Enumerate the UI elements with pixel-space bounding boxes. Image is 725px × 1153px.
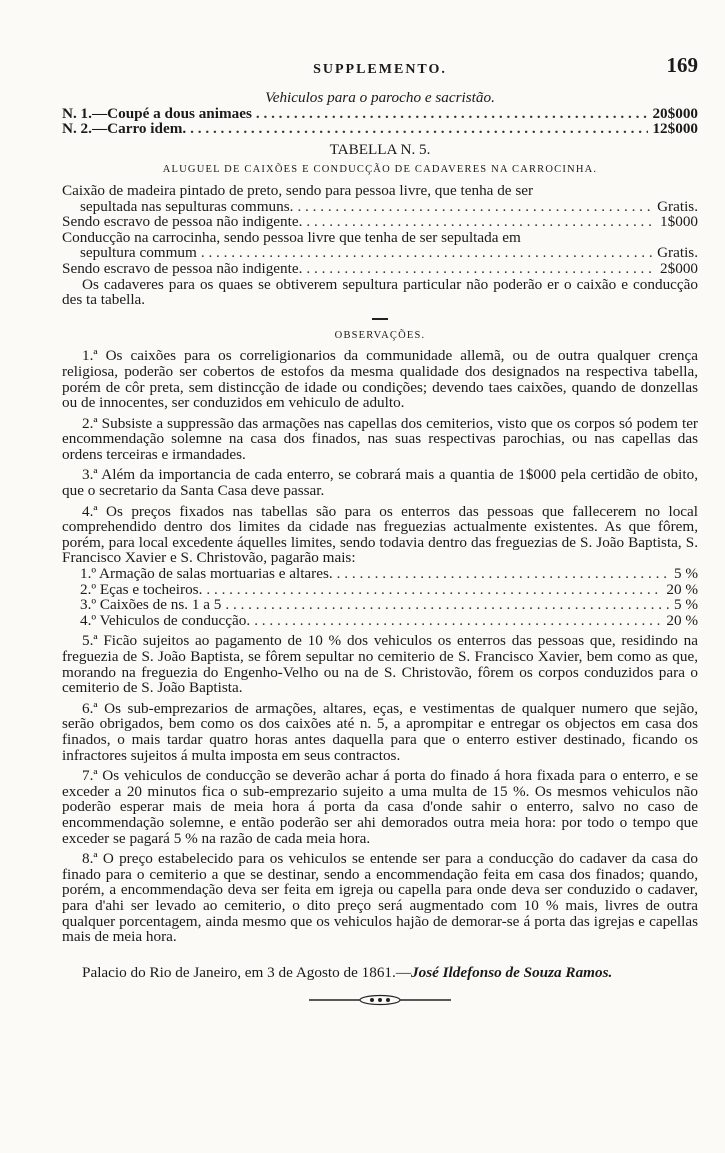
tabella-subtitle: ALUGUEL DE CAIXÕES E CONDUCÇÃO DE CADAVERES NA CARROCINHA.: [162, 164, 598, 176]
tabella-row-1: Caixão de madeira pintado de preto, sendo para pessoa livre, que tenha de ser sepultada nas sepulturas communs. . . . Gratis.: [62, 183, 698, 214]
tabella-note: Os cadaveres para os quaes se obtiverem sepultura particular não poderão er o caixão e conducção des ta tabella.: [62, 275, 698, 309]
page-number: 169: [666, 53, 698, 77]
page-header: [62, 53, 698, 82]
observation-5: 5.ª Ficão sujeitos ao pagamento de 10 % dos vehiculos os enterros das pessoas que, residindo na freguezia de S. João Baptista, se fôrem sepultar no cemiterio de S. Francisco Xavier, bem como as que, morando na freguezia do Engenho-Velho ou na de S. Christovão, fôrem os corpos conduzidos para o cemiterio de S. João Baptista.: [62, 632, 698, 697]
vehicle-row-1: N. 1.—Coupé a dous animaes . . . 20$000: [62, 106, 698, 122]
observation-4: 4.ª Os preços fixados nas tabellas são para os enterros das pessoas que fallecerem no local comprehendido dentro dos limites da cidade nas freguezias actualmente existentes. As que fôrem, porém, para local excedente áquelles limites, sendo todavia dentro das freguezias de S. João Baptista, S. Francisco Xavier e S. Christovão, pagarão mais:: [62, 502, 698, 567]
observation-4-item-2: 2.º Eças e tocheiros. . . . 20 %: [62, 582, 698, 598]
signature-author: José Ildefonso de Souza Ramos.: [411, 963, 613, 981]
signature-place-date: Palacio do Rio de Janeiro, em 3 de Agosto de 1861.—: [82, 963, 412, 981]
page: [62, 53, 698, 1006]
vehicle-row-2: N. 2.—Carro idem. . . . 12$000: [62, 121, 698, 137]
vehicles-heading: Vehiculos para o parocho e sacristão.: [265, 89, 495, 106]
tabella-row-2: Sendo escravo de pessoa não indigente. . . . 1$000: [62, 214, 698, 230]
observation-8: 8.ª O preço estabelecido para os vehiculos se entende ser para a conducção do cadaver da casa do finado para o cemiterio a que se destinar, sendo a encommendação feita em casa dos finados; quando, porém, a encommendação deva ser feita em igreja ou capella para onde deva ser conduzido o cadaver, para d'ahi ser levado ao cemiterio, o dito preço será augmentado com 10 % mais, livres de outra qualquer porcentagem, ainda mesmo que os vehiculos hajão de demorar-se á porta das igrejas e capellas mais de meia hora.: [62, 850, 698, 946]
running-title: SUPPLEMENTO.: [313, 62, 447, 77]
ornament-divider: [305, 994, 455, 1006]
observation-6: 6.ª Os sub-emprezarios de armações, altares, eças, e vestimentas de qualquer numero que sejão, serão obrigados, bem como os dos caixões até n. 5, a aprompitar e entregar os objectos em casa dos finados, o mais tardar quatro horas antes daquella para que o enterro estiver destinado, ficando os infractores sujeitos á multa imposta em seus contractos.: [62, 699, 698, 764]
observation-4-item-3: 3.º Caixões de ns. 1 a 5 . . . 5 %: [62, 597, 698, 613]
tabella-row-3: Conducção na carrocinha, sendo pessoa livre que tenha de ser sepultada em sepultura commum . . . Gratis.: [62, 230, 698, 261]
section-divider: [372, 318, 388, 320]
observation-7: 7.ª Os vehiculos de conducção se deverão achar á porta do finado á hora fixada para o enterro, e se exceder a 20 minutos fica o sub-emprezario sujeito a uma multa de 15 %. Os mesmos vehiculos não poderão esperar mais de meia hora á porta da casa d'onde sahir o enterro, salvo no caso de encommendação solemne, e então poderão ser ahi demorados outra meia hora: por todo o tempo que exceder se pagará 5 % na razão de cada meia hora.: [62, 767, 698, 847]
observation-1: 1.ª Os caixões para os correligionarios da communidade allemã, ou de outra qualquer crença religiosa, poderão ser cobertos de estofos da mesma qualidade dos designados na respectiva tabella, porém de côr preta, sem distincção de idade ou condições; devendo taes caixões, quando de donzellas ou de innocentes, ser conduzidos em vehiculo de adulto.: [62, 347, 698, 412]
observation-3: 3.ª Além da importancia de cada enterro, se cobrará mais a quantia de 1$000 pela certidão de obito, que o secretario da Santa Casa deve passar.: [62, 466, 698, 500]
observation-4-item-1: 1.º Armação de salas mortuarias e altares. . . . 5 %: [62, 566, 698, 582]
observation-2: 2.ª Subsiste a suppressão das armações nas capellas dos cemiterios, visto que os corpos só podem ter encommendação solemne na casa dos finados, nas suas respectivas parochias, ou nas capellas das ordens terceiras e irmandades.: [62, 414, 698, 463]
observacoes-heading: OBSERVAÇÕES.: [334, 329, 426, 341]
observation-4-item-4: 4.º Vehiculos de conducção. . . . 20 %: [62, 613, 698, 629]
tabella-row-4: Sendo escravo de pessoa não indigente. . . . 2$000: [62, 261, 698, 277]
tabella-title: TABELLA N. 5.: [329, 140, 431, 158]
signature-line: [62, 965, 698, 981]
